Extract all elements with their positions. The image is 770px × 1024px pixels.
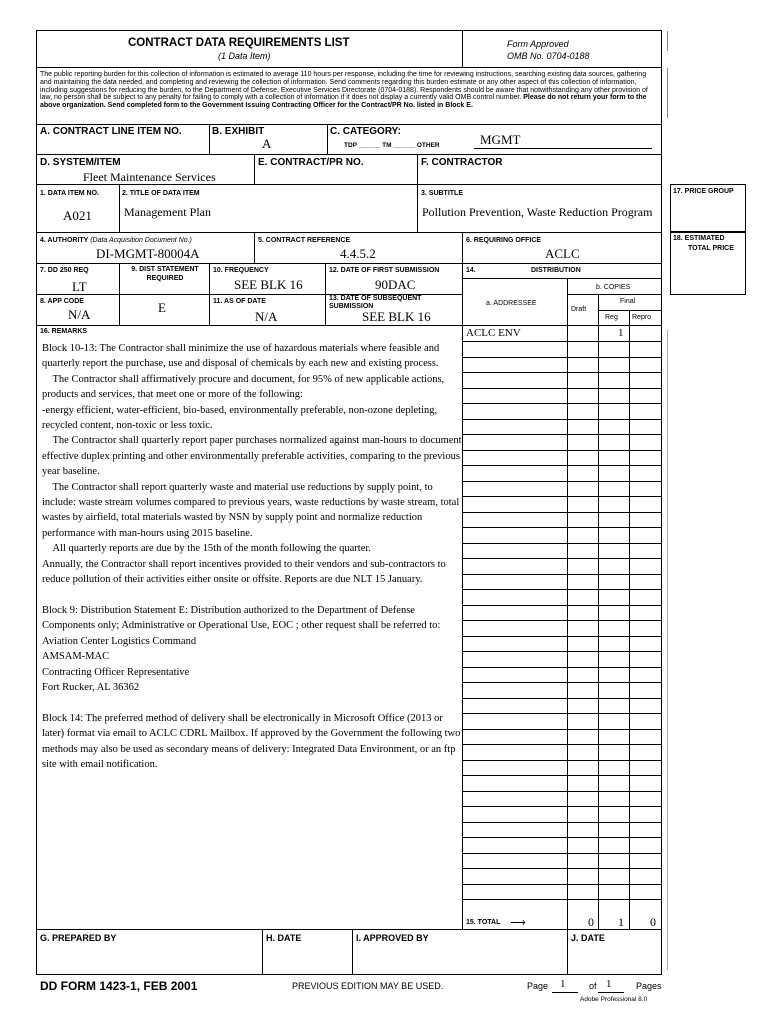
data-item-title-value[interactable]: Management Plan (124, 205, 211, 219)
form-number: DD FORM 1423-1, FEB 2001 (40, 979, 198, 993)
price-group-label: 17. PRICE GROUP (673, 188, 734, 195)
date-h-label: H. DATE (266, 933, 302, 943)
subtitle-label: 3. SUBTITLE (421, 190, 464, 197)
block-b-label: B. EXHIBIT (212, 126, 265, 137)
previous-edition: PREVIOUS EDITION MAY BE USED. (292, 981, 444, 991)
grid-line (462, 853, 661, 854)
total-arrow-icon: ⟶ (510, 917, 526, 929)
as-of-date-value[interactable]: N/A (255, 309, 278, 324)
grid-line (567, 294, 661, 295)
remarks-label: 16. REMARKS (40, 328, 88, 335)
prepared-by-label: G. PREPARED BY (40, 933, 117, 943)
block-c-tdp: TDP ______ TM ______ OTHER (344, 142, 440, 149)
requiring-office-label: 6. REQUIRING OFFICE (466, 237, 542, 244)
remarks-line: The Contractor shall report quarterly waste and material use reductions by supply point, to include: waste stream volumes compared to previous years, waste reductions by waste stream, total wastes by airfield, total materials wasted by NSN by supply point and normalize reduction performance with man-hours using 2015 baseline. (42, 481, 460, 539)
grid-line (462, 682, 661, 683)
data-item-no-label: 1. DATA ITEM NO. (40, 190, 99, 197)
first-submission-value[interactable]: 90DAC (375, 277, 416, 292)
block-d-label: D. SYSTEM/ITEM (40, 157, 121, 168)
draft-label: Draft (571, 306, 587, 313)
distribution-label: DISTRIBUTION (531, 267, 581, 274)
grid-line (462, 341, 661, 342)
form-subtitle: (1 Data Item) (218, 51, 271, 61)
header-divider (462, 31, 463, 67)
grid-line (462, 744, 661, 745)
final-label: Final (620, 298, 636, 305)
app-code-value[interactable]: N/A (68, 307, 91, 322)
block-14-label: 14. (466, 267, 476, 274)
grid-line (462, 403, 661, 404)
block-c-label: C. CATEGORY: (330, 126, 401, 137)
data-item-title-label: 2. TITLE OF DATA ITEM (122, 190, 200, 197)
grid-line (462, 589, 661, 590)
data-item-no-value[interactable]: A021 (63, 208, 92, 223)
grid-line (462, 713, 661, 714)
dd250-label: 7. DD 250 REQ (40, 267, 89, 274)
remarks-line: Contracting Officer Representative (42, 666, 190, 678)
rule-a (37, 124, 661, 125)
grid-line (462, 558, 661, 559)
header-rule (37, 67, 661, 68)
reg-label: Reg (605, 314, 618, 321)
grid-line (462, 465, 661, 466)
grid-line (598, 294, 599, 929)
grid-line (462, 760, 661, 761)
estimated-price-label-2: TOTAL PRICE (688, 245, 734, 252)
remarks-line (42, 695, 462, 710)
remarks-line: AMSAM-MAC (42, 651, 110, 663)
total-label: 15. TOTAL (466, 919, 501, 926)
omb-number: OMB No. 0704-0188 (507, 51, 590, 61)
pages-label: Pages (636, 981, 662, 991)
date-j-label: J. DATE (571, 933, 605, 943)
remarks-text[interactable] (42, 341, 462, 772)
grid-line (462, 496, 661, 497)
requiring-office-value[interactable]: ACLC (545, 246, 580, 261)
app-code-label: 8. APP CODE (40, 298, 84, 305)
grid-line (462, 419, 661, 420)
grid-line (462, 667, 661, 668)
grid-line (462, 388, 661, 389)
copies-label: b. COPIES (596, 284, 631, 291)
page-label: Page (527, 981, 549, 991)
total-draft: 0 (588, 915, 594, 929)
remarks-line (42, 588, 462, 603)
estimated-price-label: 18. ESTIMATED (673, 235, 725, 242)
remarks-line: Aviation Center Logistics Command (42, 635, 197, 647)
grid-line (567, 278, 568, 929)
grid-line (462, 884, 661, 885)
remarks-line: Fort Rucker, AL 36362 (42, 681, 140, 693)
grid-line (462, 775, 661, 776)
contract-reference-label: 5. CONTRACT REFERENCE (258, 237, 351, 244)
dd250-value[interactable]: LT (72, 279, 87, 294)
software-label: Adobe Professional 8.0 (580, 996, 648, 1003)
total-reg: 1 (618, 915, 624, 929)
approved-by-label: I. APPROVED BY (356, 933, 429, 943)
remarks-line: -energy efficient, water-efficient, bio-based, environmentally preferable, non-ozone depleting, recycled content, non-toxic or less toxic. (42, 404, 438, 432)
grid-line (598, 310, 661, 311)
remarks-line: Annually, the Contractor shall report incentives provided to their vendors and sub-contractors to reduce pollution of their activities either onsite or offsite. Reports are due NLT 15 January. (42, 558, 446, 586)
distribution-reg[interactable]: 1 (618, 327, 624, 339)
grid-line (462, 651, 661, 652)
grid-line (462, 512, 661, 513)
subsequent-submission-value[interactable]: SEE BLK 16 (362, 309, 431, 324)
grid-line (462, 434, 661, 435)
grid-line (462, 791, 661, 792)
block-e-label: E. CONTRACT/PR NO. (258, 157, 364, 168)
block-b-value[interactable]: A (262, 136, 272, 151)
remarks-line: Block 14: The preferred method of delivery shall be electronically in Microsoft Office (2013 or later) format via email to ACLC CDRL Mailbox. If approved by the Government the following two methods may also be used as secondary means of delivery: Integrated Data Environment, or an ftp site with email notification. (42, 712, 461, 770)
grid-line (462, 729, 661, 730)
remarks-line: The Contractor shall affirmatively procure and document, for 95% of new applicable actions, products and services, that meet one or more of the following: (42, 373, 445, 401)
form-approved: Form Approved (507, 39, 569, 49)
contract-reference-value[interactable]: 4.4.5.2 (340, 246, 376, 261)
grid-line (462, 837, 661, 838)
frequency-value[interactable]: SEE BLK 16 (234, 277, 303, 292)
repro-label: Repro (632, 314, 652, 321)
subsequent-submission-label: 13. DATE OF SUBSEQUENT SUBMISSION (329, 295, 422, 310)
as-of-date-label: 11. AS OF DATE (213, 298, 266, 305)
block-d-value[interactable]: Fleet Maintenance Services (83, 170, 216, 184)
authority-value[interactable]: DI-MGMT-80004A (96, 246, 200, 261)
grid-line (462, 822, 661, 823)
page-number[interactable]: 1 (560, 978, 566, 990)
authority-label: 4. AUTHORITY (Data Acquisition Document No.) (40, 237, 192, 244)
remarks-line: The Contractor shall quarterly report paper purchases normalized against man-hours to document effective duplex printing and other environmentally preferable activities, comparing to the previous year baseline. (42, 435, 462, 478)
grid-line (462, 450, 661, 451)
grid-line (462, 357, 661, 358)
grid-line (462, 899, 661, 900)
remarks-line: Block 9: Distribution Statement E: Distribution authorized to the Department of Defense Components only; Administrative or Operational Use, EOC ; other request shall be referred to: (42, 604, 441, 632)
grid-line (462, 620, 661, 621)
grid-line (462, 325, 463, 929)
grid-line (462, 868, 661, 869)
dist-statement-label: 9. DIST STATEMENT REQUIRED (131, 266, 199, 282)
grid-line (462, 574, 661, 575)
grid-line (462, 806, 661, 807)
grid-line (462, 605, 661, 606)
block-a-label: A. CONTRACT LINE ITEM NO. (40, 126, 182, 137)
remarks-line: Block 10-13: The Contractor shall minimize the use of hazardous materials where feasible and quarterly report the purchase, use and disposal of chemicals by each new and existing process. (42, 343, 440, 370)
remarks-line: All quarterly reports are due by the 15th of the month following the quarter. (42, 543, 371, 555)
grid-line (462, 372, 661, 373)
total-repro: 0 (650, 915, 656, 929)
grid-line (462, 543, 661, 544)
of-label: of (589, 981, 597, 991)
grid-line (462, 481, 661, 482)
block-c-other-value[interactable]: MGMT (480, 132, 521, 147)
grid-line (462, 636, 661, 637)
first-submission-label: 12. DATE OF FIRST SUBMISSION (329, 267, 440, 274)
addressee-label: a. ADDRESSEE (486, 300, 537, 307)
dist-statement-value[interactable]: E (158, 300, 166, 315)
burden-statement: The public reporting burden for this collection of information is estimated to average 110 hours per response, including the time for reviewing instructions, searching existing data sources, gathering and maintaining the data needed, and completing and reviewing the collection of information. Send comments regarding this burden estimate or any other aspect of this collection of information, including suggestions for reducing the burden, to the Department of Defense, Executive Services Directorate (0704-0188). Respondents should be aware that notwithstanding any other provision of law, no person shall be subject to any penalty for failing to comply with a collection of information if it does not display a currently valid OMB control number. Please do not return your form to the above organization. Send completed form to the Government Issuing Contracting Officer for the Contract/PR No. listed in Block E. (40, 71, 648, 110)
subtitle-value[interactable]: Pollution Prevention, Waste Reduction Program (422, 205, 653, 219)
form-title: CONTRACT DATA REQUIREMENTS LIST (128, 37, 350, 49)
distribution-addressee[interactable]: ACLC ENV (466, 327, 521, 339)
grid-line (462, 698, 661, 699)
page-total[interactable]: 1 (606, 978, 612, 990)
frequency-label: 10. FREQUENCY (213, 267, 269, 274)
block-f-label: F. CONTRACTOR (421, 157, 503, 168)
grid-line (462, 527, 661, 528)
